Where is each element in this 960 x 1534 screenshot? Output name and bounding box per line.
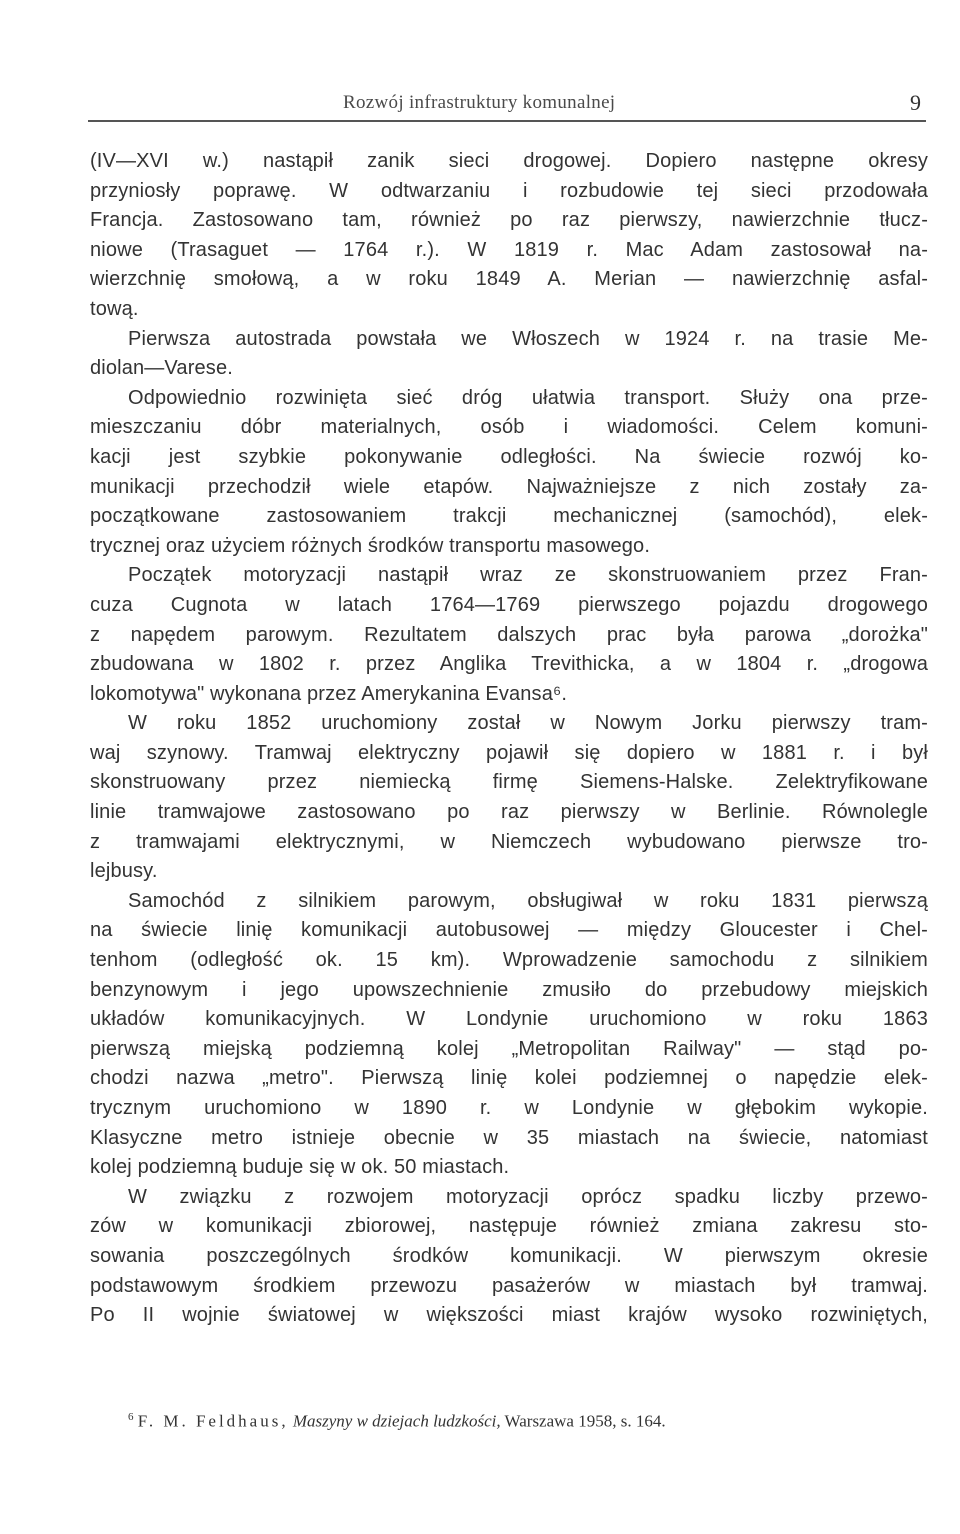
- text-line: kacji jest szybkie pokonywanie odległości. Na świecie rozwój ko-: [90, 445, 928, 468]
- page-number: 9: [910, 90, 921, 115]
- text-line: lejbusy.: [90, 860, 158, 883]
- text-line: benzynowym i jego upowszechnienie zmusiło do przebudowy miejskich: [90, 978, 928, 1001]
- text-line: zów w komunikacji zbiorowej, następuje również zmiana zakresu sto-: [90, 1215, 928, 1238]
- text-line: sowania poszczególnych środków komunikacji. W pierwszym okresie: [90, 1244, 928, 1267]
- text-line: początkowane zastosowaniem trakcji mechanicznej (samochód), elek-: [90, 505, 928, 528]
- text-line: Pierwsza autostrada powstała we Włoszech w 1924 r. na trasie Me-: [128, 327, 928, 350]
- text-line: przyniosły poprawę. W odtwarzaniu i rozbudowie tej sieci przodowała: [90, 179, 928, 202]
- text-line: układów komunikacyjnych. W Londynie uruchomiono w roku 1863: [90, 1008, 928, 1031]
- text-line: Odpowiednio rozwinięta sieć dróg ułatwia transport. Służy ona prze-: [128, 386, 928, 409]
- text-line: pierwszą miejską podziemną kolej „Metropolitan Railway" — stąd po-: [90, 1037, 928, 1060]
- text-line: wierzchnię smołową, a w roku 1849 A. Merian — nawierzchnię asfal-: [90, 268, 928, 291]
- text-line: lokomotywa" wykonana przez Amerykanina Evansa⁶.: [90, 682, 568, 705]
- text-line: Po II wojnie światowej w większości miast krajów wysoko rozwiniętych,: [90, 1304, 928, 1327]
- text-line: tową.: [90, 297, 139, 320]
- text-line: zbudowana w 1802 r. przez Anglika Trevithicka, a w 1804 r. „drogowa: [90, 653, 928, 676]
- text-line: W roku 1852 uruchomiony został w Nowym Jorku pierwszy tram-: [128, 712, 928, 735]
- text-line: z napędem parowym. Rezultatem dalszych prac była parowa „dorożka": [90, 623, 928, 646]
- text-line: skonstruowany przez niemiecką firmę Siemens-Halske. Zelektryfikowane: [90, 771, 928, 794]
- text-line: trycznym uruchomiono w 1890 r. w Londynie w głębokim wykopie.: [90, 1097, 928, 1119]
- text-line: podstawowym środkiem przewozu pasażerów w miastach był tramwaj.: [90, 1274, 928, 1297]
- text-line: waj szynowy. Tramwaj elektryczny pojawił się dopiero w 1881 r. i był: [90, 741, 928, 764]
- text-line: na świecie linię komunikacji autobusowej — między Gloucester i Chel-: [90, 919, 928, 942]
- text-line: munikacji przechodził wiele etapów. Najważniejsze z nich zostały za-: [90, 475, 928, 498]
- text-line: linie tramwajowe zastosowano po raz pierwszy w Berlinie. Równolegle: [90, 801, 928, 824]
- text-line: niowe (Trasaguet — 1764 r.). W 1819 r. Mac Adam zastosował na-: [90, 238, 928, 261]
- text-line: tenhom (odległość ok. 15 km). Wprowadzenie samochodu z silnikiem: [90, 949, 928, 972]
- text-line: diolan—Varese.: [90, 357, 233, 380]
- text-line: trycznej oraz użyciem różnych środków transportu masowego.: [90, 534, 651, 557]
- text-line: kolej podziemną buduje się w ok. 50 miastach.: [90, 1156, 510, 1179]
- text-line: (IV—XVI w.) nastąpił zanik sieci drogowej. Dopiero następne okresy: [90, 150, 928, 172]
- text-line: Samochód z silnikiem parowym, obsługiwał w roku 1831 pierwszą: [128, 889, 928, 912]
- footnote-author: F. M. Feldhaus,: [137, 1411, 289, 1431]
- text-line: mieszczaniu dóbr materialnych, osób i wiadomości. Celem komuni-: [90, 416, 928, 439]
- footnote-publication: Warszawa 1958, s. 164.: [504, 1411, 666, 1431]
- text-line: W związku z rozwojem motoryzacji oprócz spadku liczby przewo-: [128, 1185, 928, 1208]
- text-line: Klasyczne metro istnieje obecnie w 35 miastach na świecie, natomiast: [90, 1126, 928, 1149]
- text-line: z tramwajami elektrycznymi, w Niemczech wybudowano pierwsze tro-: [90, 830, 928, 853]
- running-head-title: Rozwój infrastruktury komunalnej: [343, 92, 616, 113]
- footnote-marker: 6: [128, 1411, 134, 1423]
- text-line: cuza Cugnota w latach 1764—1769 pierwszego pojazdu drogowego: [90, 593, 928, 616]
- footnote: [128, 1405, 928, 1434]
- text-line: Początek motoryzacji nastąpił wraz ze skonstruowaniem przez Fran-: [128, 564, 928, 587]
- text-line: chodzi nazwa „metro". Pierwszą linię kolei podziemnej o napędzie elek-: [90, 1067, 928, 1090]
- header-rule: [88, 120, 926, 122]
- text-line: Francja. Zastosowano tam, również po raz pierwszy, nawierzchnie tłucz-: [90, 209, 928, 232]
- body-text: [90, 147, 928, 1331]
- footnote-title: Maszyny w dziejach ludzkości,: [292, 1411, 501, 1431]
